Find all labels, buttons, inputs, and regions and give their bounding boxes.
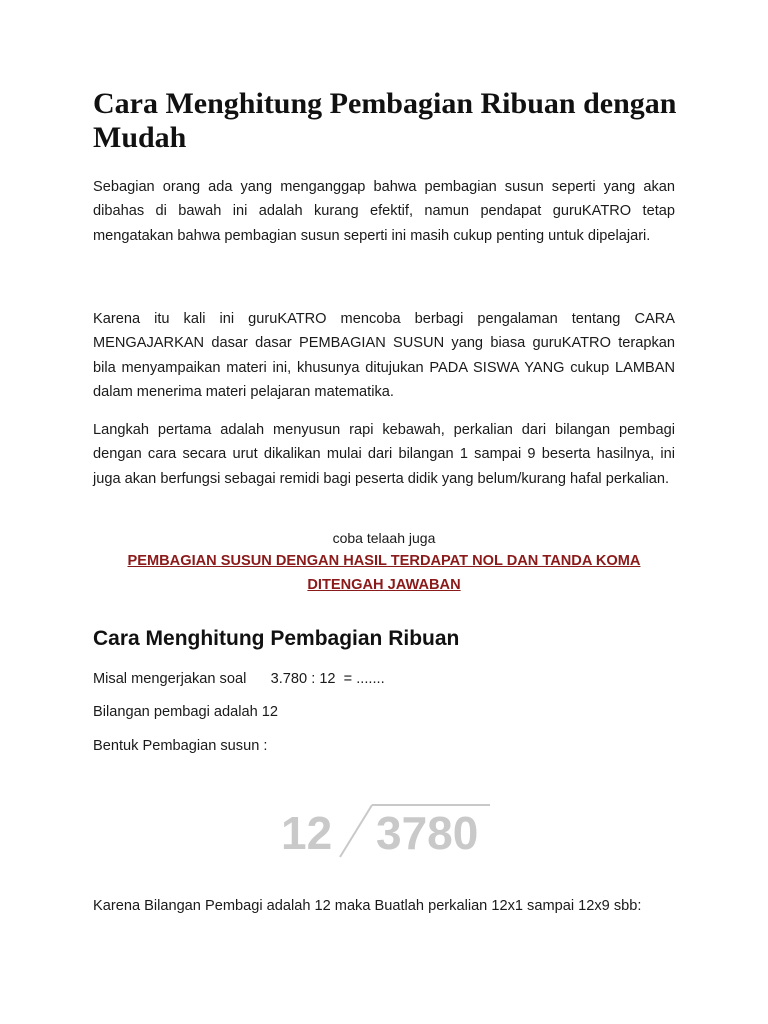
approach-paragraph: Karena itu kali ini guruKATRO mencoba berbagi pengalaman tentang CARA MENGAJARKAN dasar dasar PEMBAGIAN SUSUN yang biasa guruKATRO terapkan bila menyampaikan materi ini, khusunya ditujukan PADA SISWA YANG cukup LAMBAN dalam menerima materi pelajaran matematika. xyxy=(93,311,675,401)
divisor-number: 12 xyxy=(281,807,333,859)
intro-paragraph: Sebagian orang ada yang menganggap bahwa pembagian susun seperti yang akan dibahas di bawah ini adalah kurang efektif, namun pendapat guruKATRO tetap mengatakan bahwa pembagian susun seperti ini masih cukup penting untuk dipelajari. xyxy=(93,179,675,244)
example-problem: Misal mengerjakan soal 3.780 : 12 = ....... xyxy=(93,671,385,687)
divisor-note: Bilangan pembagi adalah 12 xyxy=(93,704,279,720)
first-step-paragraph: Langkah pertama adalah menyusun rapi kebawah, perkalian dari bilangan pembagi dengan cara secara urut dikalikan mulai dari bilangan 1 sampai 9 beserta hasilnya, ini juga akan berfungsi sebagai remidi bagi peserta didik yang belum/kurang hafal perkalian. xyxy=(93,422,675,487)
long-division-diagram xyxy=(270,795,510,865)
closing-instruction: Karena Bilangan Pembagi adalah 12 maka Buatlah perkalian 12x1 sampai 12x9 sbb: xyxy=(93,898,642,914)
dividend-number: 3780 xyxy=(376,807,479,859)
see-also-label: coba telaah juga xyxy=(332,530,436,546)
related-article-link[interactable] xyxy=(93,549,675,598)
related-article-link-line1[interactable]: PEMBAGIAN SUSUN DENGAN HASIL TERDAPAT NOL DAN TANDA KOMA xyxy=(127,553,641,569)
division-form-label: Bentuk Pembagian susun : xyxy=(93,738,268,754)
section-heading: Cara Menghitung Pembagian Ribuan xyxy=(93,627,460,650)
related-article-link-line2[interactable]: DITENGAH JAWABAN xyxy=(307,577,461,594)
page-title: Cara Menghitung Pembagian Ribuan dengan Mudah xyxy=(93,87,677,154)
